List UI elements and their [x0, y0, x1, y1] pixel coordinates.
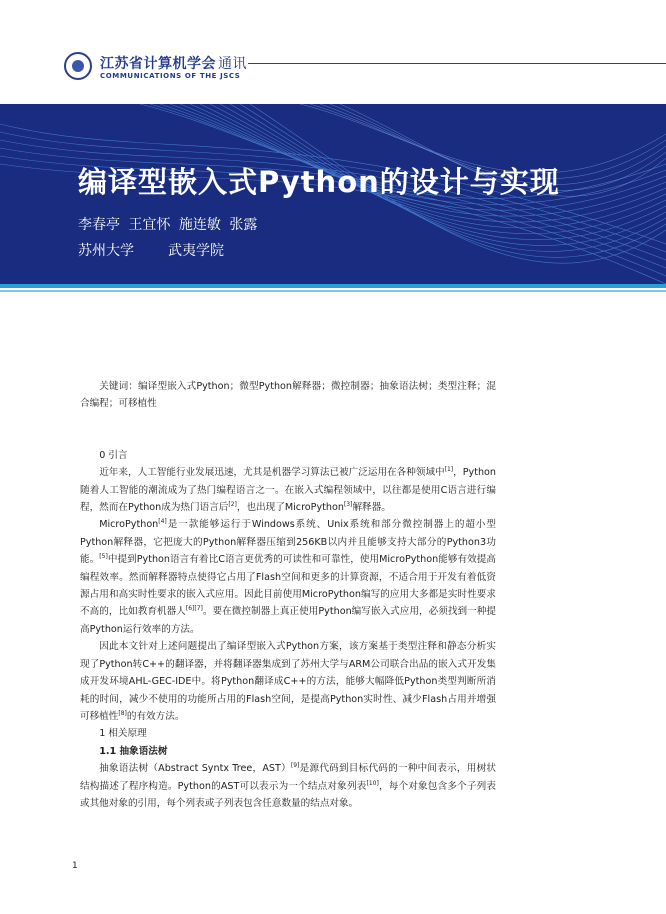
banner-stripe-thin — [0, 290, 666, 292]
section-heading: 1 相关原理 — [99, 728, 147, 740]
article-body — [80, 378, 496, 812]
masthead — [0, 0, 666, 88]
author-list: 李春亭 王宜怀 施连敏 张露 — [78, 217, 258, 233]
society-english-name: COMMUNICATIONS OF THE JSCS — [100, 72, 241, 80]
keywords: 关键词：编译型嵌入式Python；微型Python解释器；微控制器；抽象语法树；类型注释；混合编程；可移植性 — [80, 381, 496, 410]
section-heading-intro: 0 引言 — [99, 449, 128, 461]
society-name: 江苏省计算机学会 通讯 — [100, 56, 247, 72]
article-title: 编译型嵌入式Python的设计与实现 — [78, 165, 560, 199]
banner-stripe — [0, 284, 666, 288]
paragraph: 因此本文针对上述问题提出了编译型嵌入式Python方案，该方案基于类型注释和静态分析实现了Python转C++的翻译器，并将翻译器集成到了苏州大学与ARM公司联合出品的嵌入式开发集成开发环境AHL-GEC-IDE中。将Python翻译成C++的方法，能够大幅降低Python类型判断所消耗的时间，减少不使用的功能所占用的Flash空间，是提高Python实时性、减少Flash占用并增强可移植性[8]的有效方法。 — [80, 641, 496, 722]
paragraph: 抽象语法树（Abstract Syntx Tree，AST）[9]是源代码到目标代码的一种中间表示，用树状结构描述了程序构造。Python的AST可以表示为一个结点对象列表[10]，每个对象包含多个子列表或其他对象的引用，每个列表或子列表包含任意数量的结点对象。 — [80, 761, 496, 809]
paragraph: 近年来，人工智能行业发展迅速，尤其是机器学习算法已被广泛运用在各种领域中[1]，Python随着人工智能的潮流成为了热门编程语言之一。在嵌入式编程领域中，以往都是使用C语言进行编程，然而在Python成为热门语言后[2]，也出现了MicroPython[3]解释器。 — [80, 466, 496, 514]
subsection-heading: 1.1 抽象语法树 — [99, 745, 168, 757]
affiliation: 苏州大学 — [78, 243, 134, 259]
affiliation-list — [78, 240, 224, 260]
page-number: 1 — [72, 861, 78, 871]
title-banner — [0, 104, 666, 284]
header-rule — [248, 63, 666, 64]
affiliation: 武夷学院 — [168, 243, 224, 259]
paragraph: MicroPython[4]是一款能够运行于Windows系统、Unix系统和部分微控制器上的超小型Python解释器，它把庞大的Python解释器压缩到256KB以内并且能够支持大部分的Python3功能。[5]中提到Python语言有着比C语言更优秀的可读性和可靠性，使用MicroPython能够有效提高编程效率。然而解释器特点使得它占用了Flash空间和更多的计算资源，不适合用于开发有着低资源占用和高实时性要求的嵌入式应用。因此目前使用MicroPython编写的应用大多都是实时性要求不高的，比如教育机器人[6][7]。要在微控制器上真正使用Python编写嵌入式应用，必须找到一种提高Python运行效率的方法。 — [80, 518, 497, 635]
society-logo-icon — [64, 52, 92, 80]
publication-name: 通讯 — [218, 56, 247, 72]
